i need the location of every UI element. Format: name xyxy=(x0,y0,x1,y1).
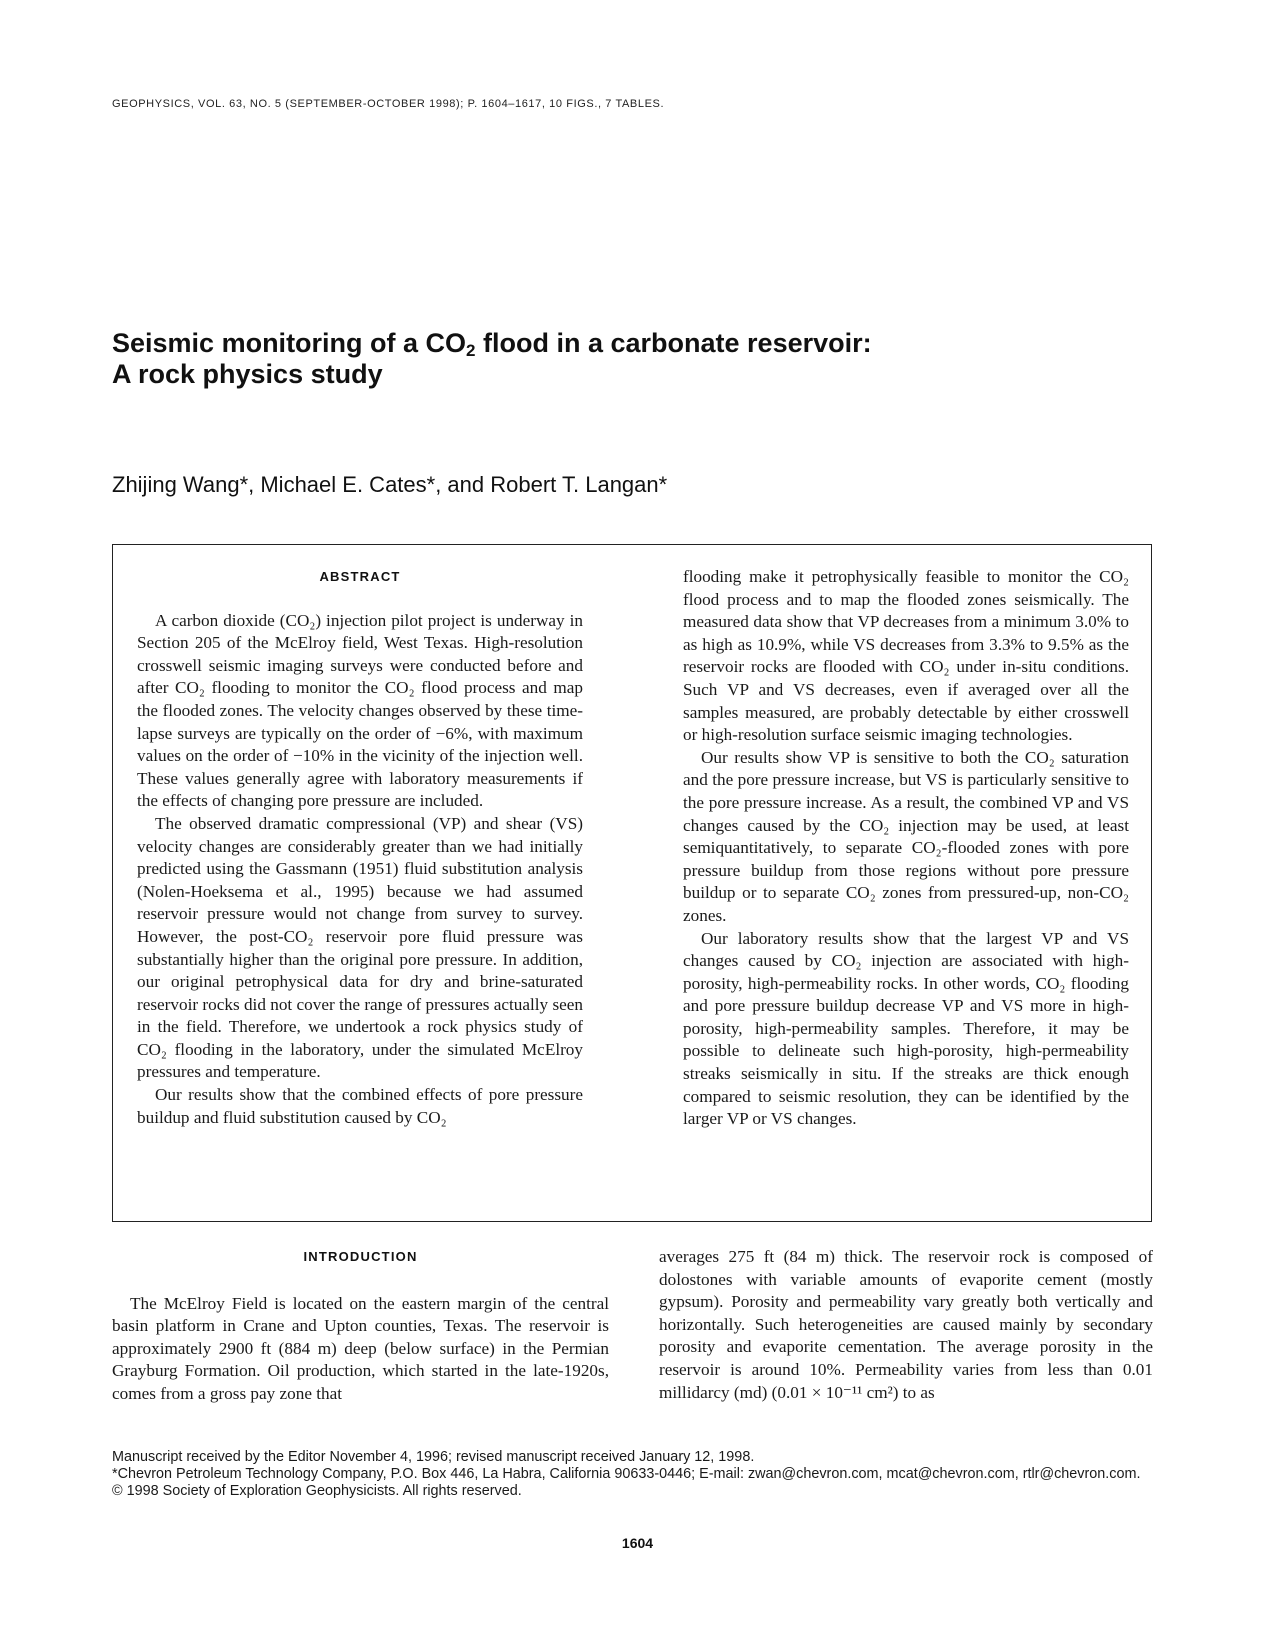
abstract-paragraph: Our results show that the combined effects of pore pressure buildup and fluid substitution caused by CO₂ xyxy=(137,1085,583,1127)
copyright-note: © 1998 Society of Exploration Geophysicists. All rights reserved. xyxy=(112,1483,522,1499)
title-line-2: A rock physics study xyxy=(112,359,383,389)
body-paragraph: averages 275 ft (84 m) thick. The reservoir rock is composed of dolostones with variable amounts of evaporite cement (mostly gypsum). Porosity and permeability vary greatly both vertically and horizontally. Such heterogeneities are caused mainly by secondary porosity and evaporite cementation. The average porosity in the reservoir is around 10%. Permeability varies from less than 0.01 millidarcy (md) (0.01 × 10⁻¹¹ cm²) to as xyxy=(659,1247,1153,1402)
running-head: GEOPHYSICS, VOL. 63, NO. 5 (SEPTEMBER-OCTOBER 1998); P. 1604–1617, 10 FIGS., 7 TABLES. xyxy=(112,98,665,110)
abstract-paragraph: The observed dramatic compressional (VP) and shear (VS) velocity changes are considerably greater than we had initially predicted using the Gassmann (1951) fluid substitution analysis (Nolen-Hoeksema et al., 1995) because we had assumed reservoir pressure would not change from survey to survey. However, the post-CO₂ reservoir pore fluid pressure was substantially higher than the original pore pressure. In addition, our original petrophysical data for dry and brine-saturated reservoir rocks did not cover the range of pressures actually seen in the field. Therefore, we undertook a rock physics study of CO₂ flooding in the laboratory, under the simulated McElroy pressures and temperature. xyxy=(137,813,583,1082)
received-note: Manuscript received by the Editor November 4, 1996; revised manuscript received January 12, 1998. xyxy=(112,1449,755,1465)
abstract-paragraph: Our laboratory results show that the largest VP and VS changes caused by CO₂ injection are associated with high-porosity, high-permeability rocks. In other words, CO₂ flooding and pore pressure buildup decrease VP and VS more in high-porosity, high-permeability samples. Therefore, it may be possible to delineate such high-porosity, high-permeability streaks seismically in situ. If the streaks are thick enough compared to seismic resolution, they can be identified by the larger VP or VS changes. xyxy=(683,928,1129,1129)
title-line-1-pre: Seismic monitoring of a CO xyxy=(112,328,467,358)
title-line-1 xyxy=(112,328,1112,359)
introduction-heading: INTRODUCTION xyxy=(303,1249,418,1264)
body-paragraph: The McElroy Field is located on the eastern margin of the central basin platform in Crane and Upton counties, Texas. The reservoir is approximately 2900 ft (884 m) deep (below surface) in the Permian Grayburg Formation. Oil production, which started in the late-1920s, comes from a gross pay zone that xyxy=(112,1293,609,1403)
title-line-1-post: flood in a carbonate reservoir: xyxy=(475,328,872,358)
abstract-paragraph: Our results show VP is sensitive to both the CO₂ saturation and the pore pressure increase, but VS is particularly sensitive to the pore pressure increase. As a result, the combined VP and VS changes caused by the CO₂ injection may be used, at least semiquantitatively, to separate CO₂-flooded zones with pore pressure buildup from those regions without pore pressure buildup or to separate CO₂ zones from pressured-up, non-CO₂ zones. xyxy=(683,747,1129,925)
paper-title xyxy=(112,328,1112,390)
introduction-left-column xyxy=(112,1246,609,1406)
author-list: Zhijing Wang*, Michael E. Cates*, and Robert T. Langan* xyxy=(112,472,668,497)
abstract-right-column xyxy=(683,566,1129,1131)
abstract-heading: ABSTRACT xyxy=(319,569,401,584)
title-subscript: 2 xyxy=(466,341,476,360)
footnotes xyxy=(112,1449,1154,1500)
abstract-left-column xyxy=(137,566,583,1129)
affiliation-note: *Chevron Petroleum Technology Company, P.O. Box 446, La Habra, California 90633-0446; E-mail: zwan@chevron.com, mcat@chevron.com, rtlr@chevron.com. xyxy=(112,1466,1141,1482)
abstract-paragraph: flooding make it petrophysically feasible to monitor the CO₂ flood process and to map the flooded zones seismically. The measured data show that VP decreases from a minimum 3.0% to as high as 10.9%, while VS decreases from 3.3% to 9.5% as the reservoir rocks are flooded with CO₂ under in-situ conditions. Such VP and VS decreases, even if averaged over all the samples measured, are probably detectable by either crosswell or high-resolution surface seismic imaging technologies. xyxy=(683,567,1129,745)
abstract-paragraph: A carbon dioxide (CO₂) injection pilot project is underway in Section 205 of the McElroy field, West Texas. High-resolution crosswell seismic imaging surveys were conducted before and after CO₂ flooding to monitor the CO₂ flood process and map the flooded zones. The velocity changes observed by these time-lapse surveys are typically on the order of −6%, with maximum values on the order of −10% in the vicinity of the injection well. These values generally agree with laboratory measurements if the effects of changing pore pressure are included. xyxy=(137,610,583,811)
introduction-right-column xyxy=(659,1246,1153,1404)
page-number: 1604 xyxy=(621,1535,654,1551)
